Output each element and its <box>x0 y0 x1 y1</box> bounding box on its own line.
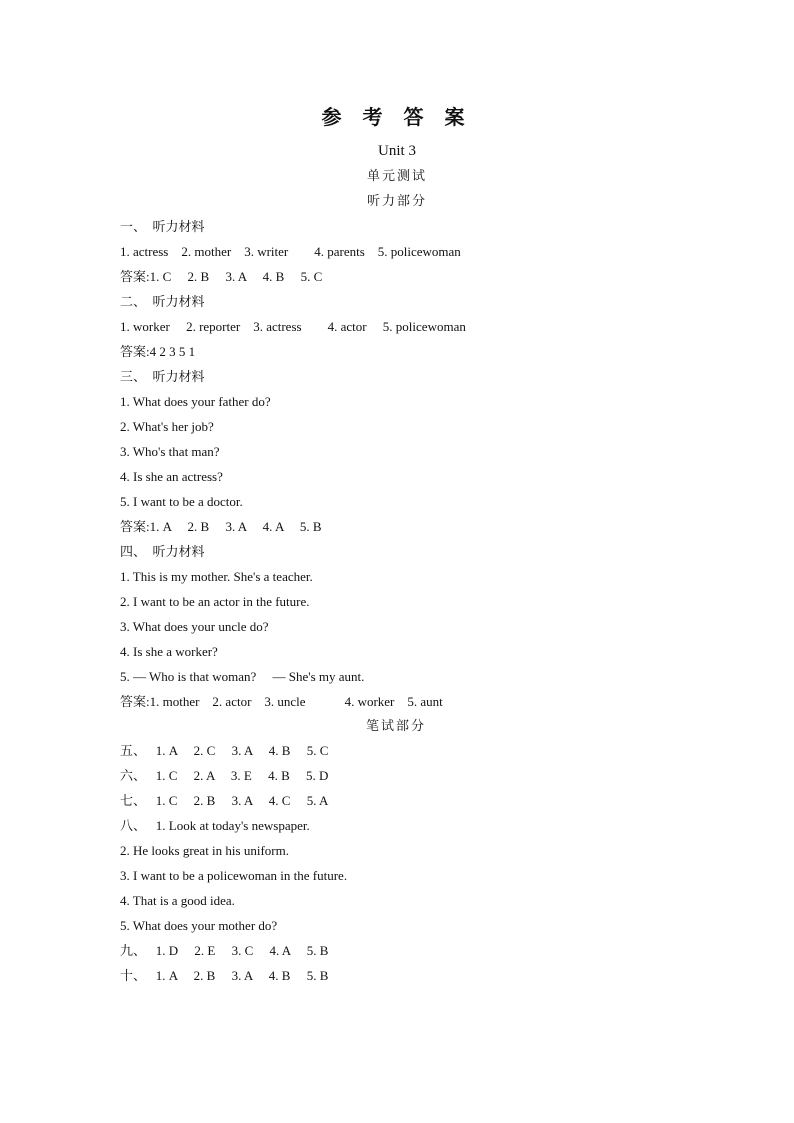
answer-line: 4. Is she a worker? <box>120 644 218 659</box>
answer-line: 2. I want to be an actor in the future. <box>120 594 310 609</box>
answer-line: 4. Is she an actress? <box>120 469 223 484</box>
answer-line: 八、 1. Look at today's newspaper. <box>120 818 310 833</box>
answer-line: 九、 1. D 2. E 3. C 4. A 5. B <box>120 943 329 958</box>
answer-line: 5. — Who is that woman? — She's my aunt. <box>120 669 365 684</box>
test-subtitle: 单元测试 <box>366 168 427 183</box>
answer-line: 三、 听力材料 <box>120 369 205 384</box>
answer-line: 二、 听力材料 <box>120 294 205 309</box>
answer-line: 1. This is my mother. She's a teacher. <box>120 569 313 584</box>
answer-line: 答案:1. C 2. B 3. A 4. B 5. C <box>120 269 323 284</box>
answer-line: 四、 听力材料 <box>120 544 205 559</box>
answer-line: 六、 1. C 2. A 3. E 4. B 5. D <box>120 768 329 783</box>
answer-line: 七、 1. C 2. B 3. A 4. C 5. A <box>120 793 329 808</box>
unit-heading: Unit 3 <box>378 143 416 159</box>
page-title: 参 考 答 案 <box>321 107 473 129</box>
answer-line: 十、 1. A 2. B 3. A 4. B 5. B <box>120 968 329 983</box>
written-answers <box>120 738 720 988</box>
answer-line: 答案:4 2 3 5 1 <box>120 344 196 359</box>
answer-line: 答案:1. mother 2. actor 3. uncle 4. worker 5. aunt <box>120 694 443 709</box>
answer-line: 3. I want to be a policewoman in the future. <box>120 868 348 883</box>
answer-line: 5. I want to be a doctor. <box>120 494 243 509</box>
answer-line: 五、 1. A 2. C 3. A 4. B 5. C <box>120 743 329 758</box>
answer-line: 1. worker 2. reporter 3. actress 4. actor 5. policewoman <box>120 319 466 334</box>
answer-line: 1. actress 2. mother 3. writer 4. parents 5. policewoman <box>120 244 461 259</box>
answer-line: 3. Who's that man? <box>120 444 220 459</box>
answer-line: 1. What does your father do? <box>120 394 271 409</box>
answer-line: 答案:1. A 2. B 3. A 4. A 5. B <box>120 519 322 534</box>
answer-line: 2. What's her job? <box>120 419 214 434</box>
answer-line: 2. He looks great in his uniform. <box>120 843 289 858</box>
written-section-heading: 笔试部分 <box>366 718 427 733</box>
listening-answers <box>120 214 720 714</box>
answer-line: 5. What does your mother do? <box>120 918 278 933</box>
listening-section-heading: 听力部分 <box>366 193 427 208</box>
answer-line: 4. That is a good idea. <box>120 893 235 908</box>
answer-line: 一、 听力材料 <box>120 219 205 234</box>
answer-line: 3. What does your uncle do? <box>120 619 269 634</box>
